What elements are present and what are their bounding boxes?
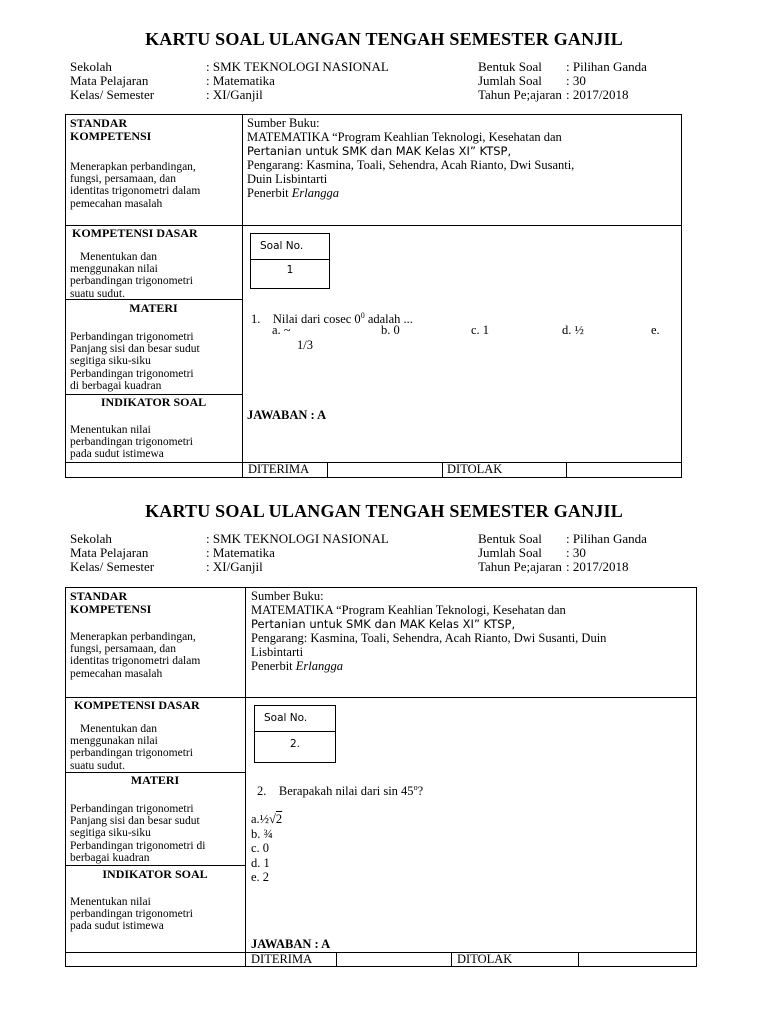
info-labels-left: Sekolah Mata Pelajaran Kelas/ Semester [70,59,155,102]
question-text: 1. Nilai dari cosec $0^0$ adalah ... [251,311,413,327]
kompetensi-dasar-heading: KOMPETENSI DASAR [74,698,200,712]
info-labels-left: Sekolah Mata Pelajaran Kelas/ Semester [70,531,155,574]
ditolak-label: DITOLAK [457,952,513,966]
materi-text: Perbandingan trigonometri Panjang sisi dan besar sudut segitiga siku-siku Perbandingan trigonometri di berbagai kuadran [70,331,200,392]
answer: JAWABAN : A [251,937,331,951]
soal-number: 1 [286,264,294,276]
option-a: a. ~ [272,323,291,337]
indikator-text: Menentukan nilai perbandingan trigonometri pada sudut istimewa [70,896,193,933]
info-values-left: : SMK TEKNOLOGI NASIONAL : Matematika : XI/Ganjil [206,531,389,574]
materi-heading: MATERI [130,773,180,787]
sumber-buku: Sumber Buku: MATEMATIKA “Program Keahlian Teknologi, Kesehatan dan Pertanian untuk SMK dan MAK Kelas XI” KTSP, Pengarang: Kasmina, Toali, Sehendra, Acah Rianto, Dwi Susanti, Duin Lisbintarti Penerbit Erlangga [247,116,575,200]
option-c: c. 0 [251,841,270,855]
card-title: KARTU SOAL ULANGAN TENGAH SEMESTER GANJIL [145,501,623,521]
soal-number: 2. [289,738,301,750]
option-e-value: 1/3 [297,338,313,352]
indikator-heading: INDIKATOR SOAL [100,395,207,409]
standar-kompetensi-text: Menerapkan perbandingan, fungsi, persamaan, dan identitas trigonometri dalam pemecahan masalah [70,631,201,680]
diterima-label: DITERIMA [248,462,310,476]
option-b: b. ¾ [251,826,273,841]
kompetensi-dasar-text: Menentukan dan menggunakan nilai perbandingan trigonometri suatu sudut. [70,251,193,300]
indikator-text: Menentukan nilai perbandingan trigonometri pada sudut istimewa [70,424,193,461]
option-e: e. [651,323,660,337]
answer: JAWABAN : A [247,408,327,422]
question-text: 2. Berapakah nilai dari sin 45$^o$? [257,783,424,799]
standar-kompetensi-heading: STANDAR KOMPETENSI [70,589,152,616]
info-values-right: : Pilihan Ganda : 30 : 2017/2018 [566,531,647,574]
materi-text: Perbandingan trigonometri Panjang sisi dan besar sudut segitiga siku-siku Perbandingan trigonometri di berbagai kuadran [70,803,206,864]
sumber-buku: Sumber Buku: MATEMATIKA “Program Keahlian Teknologi, Kesehatan dan Pertanian untuk SMK dan MAK Kelas XI” KTSP, Pengarang: Kasmina, Toali, Sehendra, Acah Rianto, Dwi Susanti, Duin Lisbintarti Penerbit Erlangga [251,589,607,673]
option-d: d. 1 [251,855,270,870]
info-labels-right: Bentuk Soal Jumlah Soal Tahun Pe;ajaran [478,59,562,102]
diterima-label: DITERIMA [251,952,313,966]
kompetensi-dasar-heading: KOMPETENSI DASAR [72,226,198,240]
indikator-heading: INDIKATOR SOAL [102,867,208,881]
option-e: e. 2 [251,870,270,884]
materi-heading: MATERI [129,301,178,315]
info-values-right: : Pilihan Ganda : 30 : 2017/2018 [566,59,647,102]
kompetensi-dasar-text: Menentukan dan menggunakan nilai perbandingan trigonometri suatu sudut. [70,723,193,772]
info-values-left: : SMK TEKNOLOGI NASIONAL : Matematika : XI/Ganjil [206,59,389,102]
option-c: c. 1 [471,323,490,337]
info-labels-right: Bentuk Soal Jumlah Soal Tahun Pe;ajaran [478,531,562,574]
soal-number-box: Soal No. 2. [254,705,336,763]
standar-kompetensi-text: Menerapkan perbandingan, fungsi, persamaan, dan identitas trigonometri dalam pemecahan masalah [70,161,201,210]
option-a: a.½√2 [251,812,283,826]
options-list [251,812,282,885]
soal-number-box: Soal No. 1 [250,233,330,289]
standar-kompetensi-heading: STANDAR KOMPETENSI [70,116,152,143]
ditolak-label: DITOLAK [447,462,503,476]
option-b: b. 0 [381,323,400,337]
card-title: KARTU SOAL ULANGAN TENGAH SEMESTER GANJIL [145,29,623,49]
option-d: d. ½ [562,323,584,337]
